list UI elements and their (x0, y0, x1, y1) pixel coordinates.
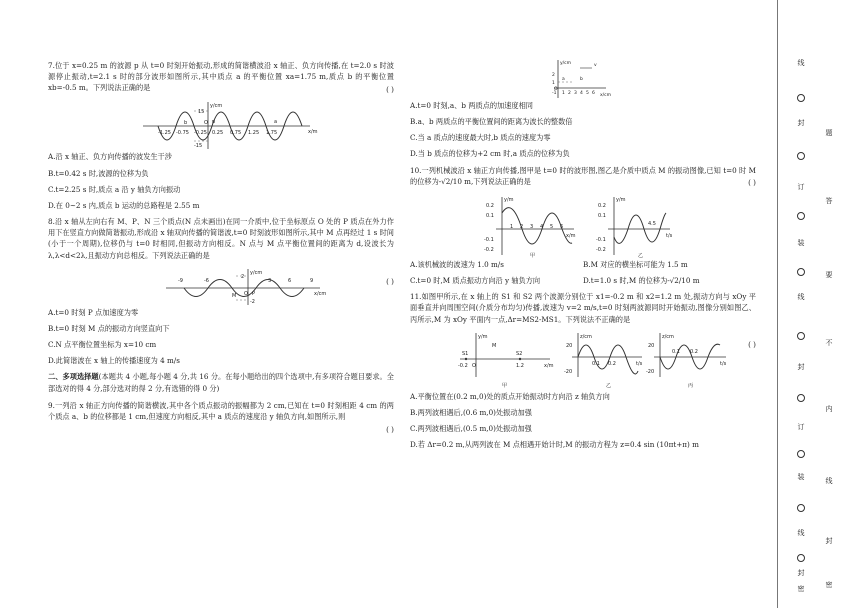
q11-jia-tick: O (472, 362, 476, 369)
seal-char: 密 (797, 585, 805, 593)
q11-yi-y-label: z/cm (580, 333, 592, 340)
binding-hole-icon (797, 554, 805, 562)
binding-hole-icon (797, 94, 805, 102)
warning-char: 题 (825, 129, 833, 137)
seal-char: 封 (797, 119, 805, 127)
option-c: C.N 点平衡位置坐标为 x=10 cm (48, 340, 157, 350)
options-row (410, 275, 756, 286)
q10-jia-xtick: 1 (510, 223, 514, 230)
section-2-text: (本题共 4 小题,每小题 4 分,共 16 分。在每小题给出的四个选项中,有多项符合题目要求。全部选对的得 4 分,部分选对的得 2 分,有选错的得 0 分) (48, 372, 394, 393)
q8-xtick: 9 (310, 277, 314, 284)
option-b: B.M 对应的横坐标可能为 1.5 m (583, 259, 688, 269)
binding-hole-icon (797, 152, 805, 160)
q9-ytick: -1 (552, 91, 557, 96)
warning-char: 线 (825, 477, 833, 485)
binding-hole-icon (797, 450, 805, 458)
question-11-figures (410, 331, 756, 391)
q11-jia-label: S2 (516, 350, 523, 357)
option-c: C.两列波相遇后,(0.5 m,0)处振动加强 (410, 424, 532, 434)
option-b: B.t=0.42 s 时,波源的位移为负 (48, 168, 149, 178)
q10-yi-xtick: 4.5 (648, 220, 656, 227)
option-d: D.若 Δr=0.2 m,从两列波在 M 点相遇开始计时,M 的振动方程为 z=0.4 sin (10πt+π) m (410, 440, 699, 450)
option-d: D.当 b 质点的位移为+2 cm 时,a 质点的位移为负 (410, 149, 570, 159)
binding-hole-icon (797, 332, 805, 340)
warning-char: 要 (825, 271, 833, 279)
binding-line (777, 0, 778, 608)
q7-xtick: 0.75 (230, 130, 242, 137)
q10-jia-ytick: 0.2 (486, 202, 494, 209)
option-a: A.t=0 时刻,a、b 两质点的加速度相同 (410, 101, 533, 110)
q9-xtick: 3 (574, 91, 577, 96)
question-11 (410, 291, 756, 450)
seal-char: 线 (797, 529, 805, 537)
seal-char: 装 (797, 239, 805, 247)
q10-jia-xtick: 4 (540, 223, 544, 230)
binding-hole-icon (797, 504, 805, 512)
option-c: C.当 a 质点的速度最大时,b 质点的速度为零 (410, 133, 551, 143)
q8-point-label: M (232, 292, 237, 299)
answer-bracket: ( ) (748, 340, 756, 350)
q8-xtick: 3 (268, 277, 272, 284)
q9-y-label: y/cm (560, 61, 572, 66)
seal-char: 线 (797, 59, 805, 67)
q11-jia-tick: 1.2 (516, 362, 524, 369)
question-7 (48, 60, 394, 211)
q10-yi-x-label: t/s (666, 232, 673, 239)
q9-xtick: 6 (592, 91, 595, 96)
q9-xtick: 5 (586, 91, 589, 96)
q9-point-label: v (594, 63, 597, 68)
seal-char: 订 (797, 423, 805, 431)
seal-char: 封 (797, 363, 805, 371)
seal-char: 订 (797, 183, 805, 191)
q11-bing-caption: 丙 (688, 382, 694, 389)
q7-x-label: x/m (308, 129, 318, 136)
q9-xtick: 2 (568, 91, 571, 96)
q11-yi-ytick: 20 (566, 342, 573, 349)
warning-char: 密 (825, 581, 833, 589)
q7-xtick: 1.75 (266, 130, 278, 137)
q11-bing-xtick: 0.2 (690, 348, 698, 355)
q10-yi-ytick: 0.2 (598, 202, 606, 209)
q10-yi-ytick: -0.1 (596, 236, 606, 243)
question-9-stem: 9.一列沿 x 轴正方向传播的简谐横波,其中各个质点振动的振幅都为 2 cm,已知在 t=0 时刻相距 4 cm 的两个质点 a、b 的位移都是 1 cm,但速度方向相反,其中 a 质点的速度沿 y 轴负方向,如图所示,则 (48, 400, 394, 421)
q10-yi-ytick: 0.1 (598, 212, 606, 219)
q8-point-label: P (252, 290, 256, 297)
q11-jia-tick: -0.2 (458, 362, 468, 369)
option-b: B.t=0 时刻 M 点的振动方向竖直向下 (48, 323, 170, 333)
q7-xtick: 1.25 (248, 130, 260, 137)
q11-yi-ytick: -20 (564, 368, 573, 375)
q8-x-label: x/cm (314, 290, 327, 297)
q8-point-label: O (244, 290, 248, 297)
q10-jia-xtick: 5 (550, 223, 554, 230)
q11-yi-xtick: 0.2 (608, 360, 616, 367)
binding-hole-icon (797, 268, 805, 276)
q10-yi-caption: 乙 (638, 252, 644, 259)
q9-x-label: x/cm (600, 93, 612, 98)
q9-ytick: 1 (552, 81, 555, 86)
q10-jia-y-label: y/m (504, 196, 514, 203)
warning-char: 封 (825, 537, 833, 545)
answer-bracket: ( ) (386, 424, 394, 434)
question-8-figure (48, 267, 394, 307)
q8-ytick-bottom: -2 (250, 298, 255, 305)
q9-ytick: 2 (552, 73, 555, 78)
option-d: D.在 0~2 s 内,质点 b 运动的总路程是 2.55 m (48, 200, 200, 210)
q11-bing-x-label: t/s (720, 360, 727, 367)
q10-yi-ytick: -0.2 (596, 246, 606, 253)
q9-point-label: O (554, 87, 558, 92)
question-8-stem: 8.沿 x 轴从左向右有 M、P、N 三个质点(N 点未画出)在同一介质中,位于坐标原点 O 处的 P 质点在外力作用下在竖直方向做简谐振动,形成沿 x 轴双向传播的简谐波,t=0 时刻波形如图所示,其中 M 点再经过 1 s 时间(小于一个周期),位移仍与 t=0 时相同,但振动方向相反。N 点与 M 点平衡位置间的距离为 d,设波长为 λ,λ<d<2λ,且振动方向总相反。下列说法正确的是 (48, 217, 394, 260)
question-8 (48, 216, 394, 366)
option-d: D.此简谐波在 x 轴上的传播速度为 4 m/s (48, 356, 180, 366)
seal-char: 封 (797, 569, 805, 577)
option-d: D.t=1.0 s 时,M 的位移为-√2/10 m (583, 276, 700, 286)
option-a: A.沿 x 轴正、负方向传播的波发生干涉 (48, 152, 172, 162)
q7-point-label: p (212, 119, 216, 126)
seal-char: 装 (797, 473, 805, 481)
q10-jia-ytick: -0.1 (484, 236, 494, 243)
q9-xtick: 1 (562, 91, 565, 96)
option-b: B.两列波相遇后,(0.6 m,0)处振动加强 (410, 407, 532, 417)
q11-yi-x-label: t/s (636, 360, 643, 367)
q11-jia-y-label: y/m (478, 333, 488, 340)
q9-point-label: b (580, 77, 583, 82)
option-c: C.t=0 时,M 质点振动方向沿 y 轴负方向 (410, 276, 541, 286)
q8-xtick: -6 (204, 277, 209, 284)
answer-bracket: ( ) (386, 277, 394, 287)
q7-y-label: y/cm (210, 103, 223, 110)
q10-jia-xtick: 6 (560, 223, 564, 230)
warning-char: 内 (825, 405, 833, 413)
warning-char: 不 (825, 339, 833, 347)
right-column (410, 60, 756, 455)
q11-jia-x-label: x/m (544, 362, 554, 369)
q10-jia-ytick: -0.2 (484, 246, 494, 253)
section-2-instructions (48, 371, 394, 393)
question-11-stem: 11.如图甲所示,在 x 轴上的 S1 和 S2 两个波源分别位于 x1=-0.2 m 和 x2=1.2 m 处,振动方向与 xOy 平面垂直并向周围空间(介质分布均匀)传播,波速为 v=2 m/s,t=0 时刻两波源同时开始振动,图像分别如图乙、丙所示,M 为 xOy 平面内一点,Δr=MS2-MS1。下列说法不正确的是 (410, 292, 756, 324)
option-b: B.a、b 两质点的平衡位置间的距离为波长的整数倍 (410, 117, 573, 127)
q8-y-label: y/cm (250, 269, 263, 276)
q10-jia-xtick: 2 (520, 223, 524, 230)
q11-yi-caption: 乙 (606, 382, 612, 389)
q7-ytick-bottom: -15 (194, 143, 203, 150)
section-2-heading: 二、多项选择题 (48, 372, 99, 382)
q11-bing-ytick: -20 (646, 368, 655, 375)
q10-jia-caption: 甲 (530, 252, 536, 259)
q11-yi-xtick: 0.1 (592, 360, 600, 367)
question-10 (410, 165, 756, 287)
q7-point-label: O (204, 120, 208, 127)
q7-xtick: 0.25 (212, 130, 224, 137)
q7-xtick: -0.25 (194, 130, 207, 137)
option-a: A.t=0 时刻 P 点加速度为零 (48, 307, 139, 317)
question-7-stem: 7.位于 x=0.25 m 的波源 p 从 t=0 时刻开始振动,形成的简谐横波沿 x 轴正、负方向传播,在 t=2.0 s 时波源停止振动,t=2.1 s 时的部分波形如图所示,其中质点 a 的平衡位置 xa=1.75 m,质点 b 的平衡位置 xb=-0.5 m。下列说法正确的是 (48, 61, 394, 93)
q11-jia-caption: 甲 (502, 382, 508, 389)
left-column (48, 60, 394, 434)
question-9 (48, 400, 394, 434)
q11-bing-y-label: z/cm (662, 333, 674, 340)
binding-hole-icon (797, 212, 805, 220)
q7-point-label: b (184, 120, 188, 127)
q10-jia-ytick: 0.1 (486, 212, 494, 219)
binding-hole-icon (797, 394, 805, 402)
q11-jia-label: M (492, 342, 497, 349)
q10-yi-y-label: y/m (616, 196, 626, 203)
q10-jia-xtick: 3 (530, 223, 534, 230)
q11-bing-xtick: 0.1 (672, 348, 680, 355)
q10-jia-x-label: x/m (566, 232, 576, 239)
q7-xtick: -0.75 (176, 130, 189, 137)
question-9-figure (410, 56, 756, 100)
q8-xtick: -9 (178, 277, 183, 284)
options-row (410, 259, 756, 270)
question-10-stem: 10.一列机械波沿 x 轴正方向传播,图甲是 t=0 时的波形图,图乙是介质中质点 M 的振动图像,已知 t=0 时 M 的位移为-√2/10 m,下列说法正确的是 (410, 165, 756, 186)
option-a: A.该机械波的波速为 1.0 m/s (410, 259, 504, 269)
answer-bracket: ( ) (748, 177, 756, 187)
q8-xtick: 6 (288, 277, 292, 284)
question-10-figures (410, 193, 756, 259)
q7-ytick-top: 15 (198, 109, 205, 116)
q8-ytick-top: 2 (241, 273, 245, 280)
option-c: C.t=2.25 s 时,质点 a 沿 y 轴负方向振动 (48, 184, 181, 194)
q7-xtick: -1.25 (158, 130, 171, 137)
q7-point-label: a (274, 119, 278, 126)
answer-bracket: ( ) (386, 85, 394, 94)
seal-char: 线 (797, 293, 805, 301)
option-a: A.平衡位置在(0.2 m,0)处的质点开始振动时方向沿 z 轴负方向 (410, 391, 610, 401)
q11-bing-ytick: 20 (648, 342, 655, 349)
q11-jia-label: S1 (462, 350, 469, 357)
question-7-figure (48, 99, 394, 151)
q9-point-label: a (562, 77, 565, 82)
q9-xtick: 4 (580, 91, 583, 96)
warning-char: 答 (825, 197, 833, 205)
